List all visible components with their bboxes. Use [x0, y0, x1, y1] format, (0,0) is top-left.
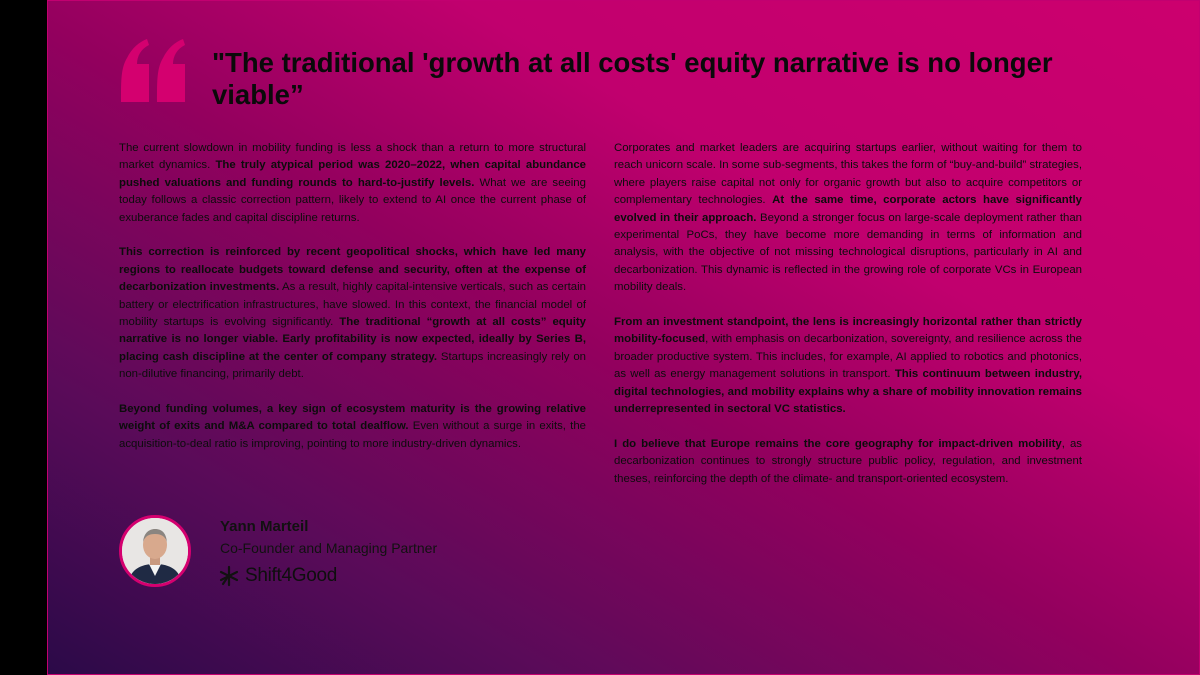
left-column: [119, 140, 586, 471]
body-text: What we are seeing today follows a classic correction pattern, likely to extend to AI once the current phase of exuberance fades and capital discipline returns.: [119, 176, 586, 224]
author-name: Yann Marteil: [220, 518, 309, 535]
paragraph: [119, 140, 586, 227]
body-text: , with emphasis on decarbonization, sovereignty, and resilience across the broader productive system. This includes, for example, AI applied to robotics and photonics, as well as energy management solutions in transport.: [614, 333, 1082, 381]
bold-text: The traditional “growth at all costs” equity narrative is no longer viable. Early profitability is now expected, ideally by Series B, placing cash discipline at the center of company strategy.: [119, 316, 586, 363]
quote-mark-icon: [117, 30, 189, 110]
paragraph: [614, 140, 1082, 297]
bold-text: I do believe that Europe remains the core geography for impact-driven mobility: [614, 437, 1062, 450]
company-logo: [218, 564, 337, 588]
author-block: [119, 515, 579, 595]
body-text: Startups increasingly rely on non-dilutive financing, primarily debt.: [119, 350, 586, 381]
right-column: [614, 140, 1082, 505]
bold-text: The truly atypical period was 2020–2022, when capital abundance pushed valuations and funding rounds to hard-to-justify levels.: [119, 159, 586, 189]
paragraph: [614, 314, 1082, 418]
shift4good-logo-icon: [218, 565, 240, 587]
avatar: [119, 515, 191, 587]
body-text: Even without a surge in exits, the acquisition-to-deal ratio is improving, pointing to more industry-driven dynamics.: [119, 420, 586, 450]
bold-text: At the same time, corporate actors have significantly evolved in their approach.: [614, 194, 1082, 224]
bold-text: Beyond funding volumes, a key sign of ecosystem maturity is the growing relative weight of exits and M&A compared to total dealflow.: [119, 403, 586, 433]
author-title: Co-Founder and Managing Partner: [220, 540, 438, 556]
bold-text: This correction is reinforced by recent geopolitical shocks, which have led many regions to reallocate budgets toward defense and security, often at the expense of decarbonization investments.: [119, 246, 586, 294]
body-text: Corporates and market leaders are acquiring startups earlier, without waiting for them to reach unicorn scale. In some sub-segments, this takes the form of “buy-and-build” strategies, where players raise capital not only for organic growth but also to acquire competitors or complementary technologies.: [614, 142, 1082, 207]
body-text: , as decarbonization continues to strongly structure public policy, regulation, and investment theses, reinforcing the depth of the climate- and transport-oriented ecosystem.: [614, 437, 1082, 485]
paragraph: [119, 401, 586, 453]
body-text: The current slowdown in mobility funding is less a shock than a return to more structural market dynamics.: [119, 142, 586, 172]
company-name: Shift4Good: [245, 565, 338, 586]
quote-slide: [47, 0, 1200, 675]
headline: "The traditional 'growth at all costs' equity narrative is no longer viable”: [212, 47, 1053, 110]
body-text: As a result, highly capital-intensive verticals, such as certain battery or electrification infrastructures, have slowed. In this context, the financial model of mobility startups is evolving significantly.: [119, 281, 587, 329]
bold-text: This continuum between industry, digital technologies, and mobility explains why a share of mobility innovation remains underrepresented in sectoral VC statistics.: [614, 368, 1082, 416]
paragraph: [614, 436, 1082, 488]
bold-text: From an investment standpoint, the lens is increasingly horizontal rather than strictly mobility-focused: [614, 316, 1082, 346]
paragraph: [119, 244, 586, 383]
body-text: Beyond a stronger focus on large-scale deployment rather than experimental PoCs, they have become more demanding in terms of information and analysis, with the objective of not missing technological disruptions, particularly in AI and decarbonization. This dynamic is reflected in the growing role of corporate VCs in European mobility deals.: [614, 211, 1082, 294]
